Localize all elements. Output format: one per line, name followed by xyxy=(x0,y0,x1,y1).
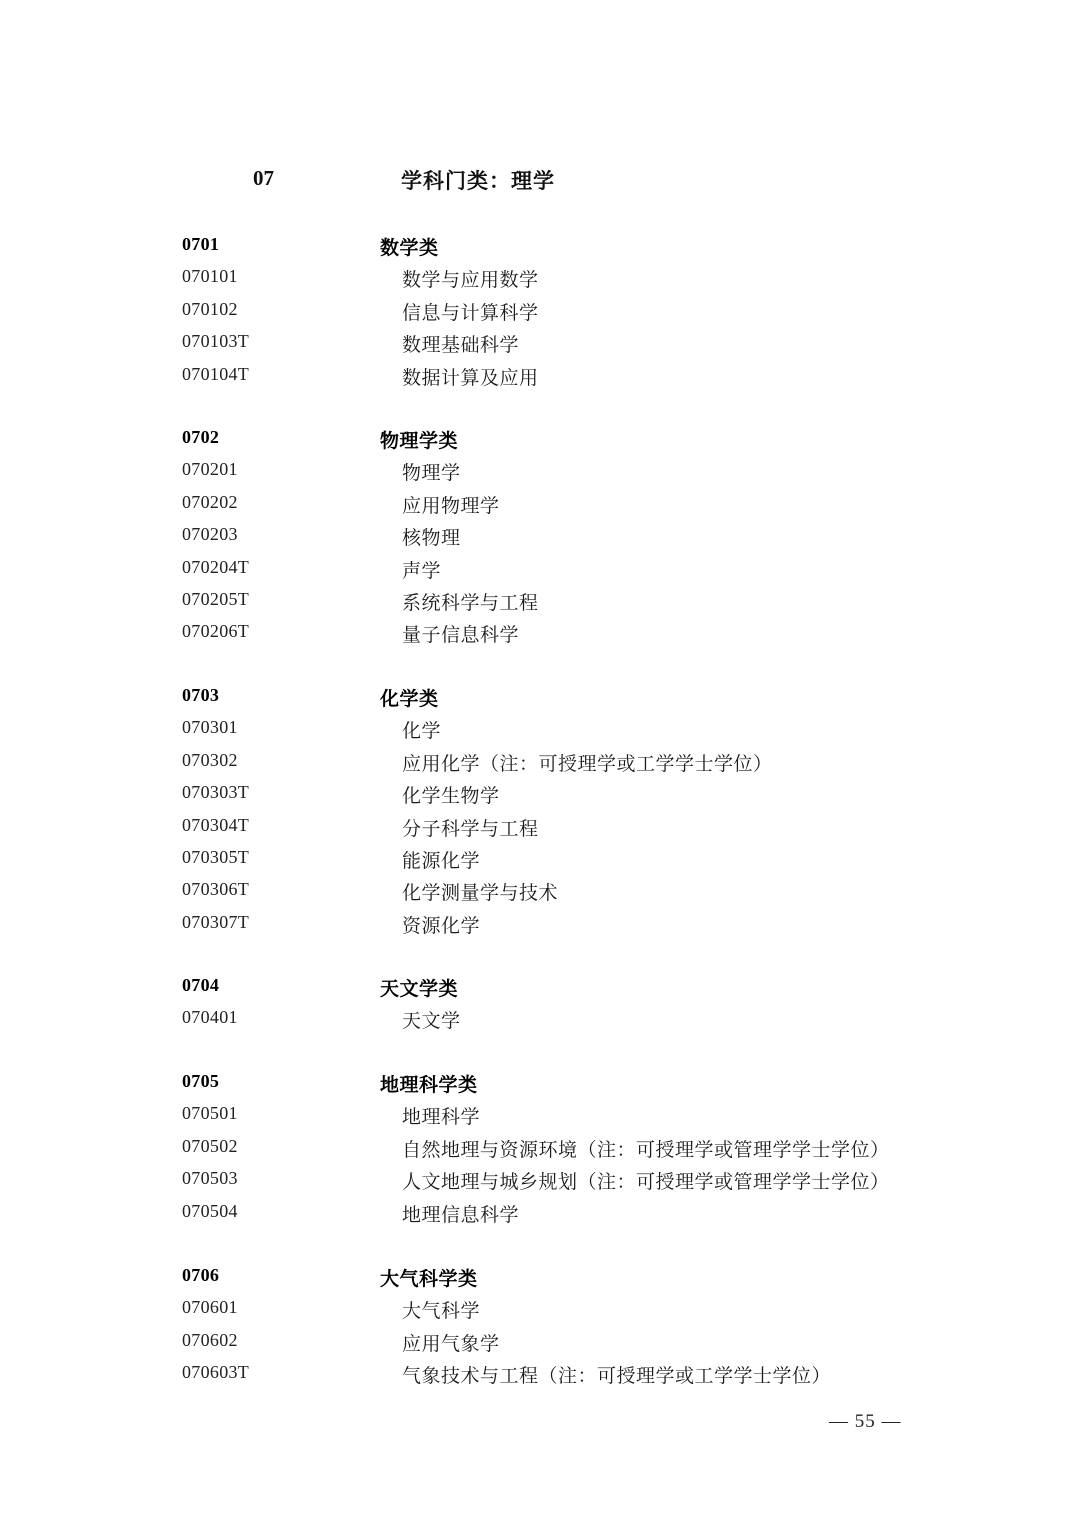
major-name: 物理学 xyxy=(402,462,461,485)
major-code: 070301 xyxy=(182,717,238,738)
group-name: 数学类 xyxy=(380,237,439,259)
major-name: 资源化学 xyxy=(402,914,481,937)
major-code: 070303T xyxy=(182,782,250,803)
major-name: 能源化学 xyxy=(402,849,481,872)
major-row xyxy=(182,1201,942,1233)
major-name: 应用气象学 xyxy=(402,1332,500,1355)
major-code: 070601 xyxy=(182,1297,238,1318)
discipline-title: 学科门类：理学 xyxy=(401,169,555,193)
major-row xyxy=(182,912,942,944)
major-name: 数理基础科学 xyxy=(402,334,520,357)
major-code: 070205T xyxy=(182,588,250,609)
major-row xyxy=(182,1297,942,1329)
group-name: 地理科学类 xyxy=(380,1074,478,1096)
group-header xyxy=(182,685,942,717)
major-name: 应用化学（注：可授理学或工学学士学位） xyxy=(402,752,773,775)
major-name: 声学 xyxy=(402,559,442,582)
major-code: 070503 xyxy=(182,1168,238,1189)
group-header xyxy=(182,427,942,459)
major-name: 量子信息科学 xyxy=(402,624,520,647)
group-name: 天文学类 xyxy=(380,978,459,1000)
major-row xyxy=(182,1362,942,1394)
major-row xyxy=(182,1168,942,1200)
major-code: 070203 xyxy=(182,524,238,545)
group-header xyxy=(182,1071,942,1103)
major-group-0706 xyxy=(182,1265,942,1395)
major-name: 分子科学与工程 xyxy=(402,817,539,840)
major-code: 070206T xyxy=(182,621,250,642)
major-row xyxy=(182,331,942,363)
major-row xyxy=(182,364,942,396)
major-code: 070501 xyxy=(182,1103,238,1124)
major-code: 070102 xyxy=(182,298,238,319)
major-name: 信息与计算科学 xyxy=(402,301,539,324)
major-code: 070306T xyxy=(182,879,250,900)
major-group-0701 xyxy=(182,234,942,396)
major-code: 070204T xyxy=(182,556,250,577)
major-name: 应用物理学 xyxy=(402,494,500,517)
major-row xyxy=(182,459,942,491)
group-name: 物理学类 xyxy=(380,430,459,452)
major-group-0702 xyxy=(182,427,942,654)
discipline-code: 07 xyxy=(253,166,274,190)
major-code: 070101 xyxy=(182,266,238,287)
major-row xyxy=(182,299,942,331)
group-code: 0703 xyxy=(182,685,220,705)
page-number: — 55 — xyxy=(829,1411,902,1432)
major-name: 天文学 xyxy=(402,1010,461,1033)
group-name: 化学类 xyxy=(380,688,439,710)
major-name: 数据计算及应用 xyxy=(402,366,539,389)
major-row xyxy=(182,782,942,814)
major-code: 070504 xyxy=(182,1200,238,1221)
major-row xyxy=(182,557,942,589)
major-code: 070305T xyxy=(182,846,250,867)
major-name: 化学生物学 xyxy=(402,785,500,808)
major-row xyxy=(182,1007,942,1039)
major-row xyxy=(182,847,942,879)
major-name: 大气科学 xyxy=(402,1300,481,1323)
major-name: 人文地理与城乡规划（注：可授理学或管理学学士学位） xyxy=(402,1171,890,1194)
major-row xyxy=(182,524,942,556)
major-code: 070304T xyxy=(182,814,250,835)
major-row xyxy=(182,1103,942,1135)
major-code: 070201 xyxy=(182,459,238,480)
group-code: 0704 xyxy=(182,975,220,995)
group-code: 0702 xyxy=(182,427,220,447)
major-row xyxy=(182,815,942,847)
group-code: 0705 xyxy=(182,1071,220,1091)
major-name: 化学测量学与技术 xyxy=(402,882,559,905)
group-header xyxy=(182,975,942,1007)
major-group-0703 xyxy=(182,685,942,944)
major-code: 070401 xyxy=(182,1007,238,1028)
major-row xyxy=(182,1136,942,1168)
group-code: 0701 xyxy=(182,234,220,254)
major-name: 地理信息科学 xyxy=(402,1203,520,1226)
major-code: 070104T xyxy=(182,363,250,384)
major-row xyxy=(182,1330,942,1362)
major-group-0704 xyxy=(182,975,942,1040)
major-row xyxy=(182,879,942,911)
major-row xyxy=(182,266,942,298)
major-name: 气象技术与工程（注：可授理学或工学学士学位） xyxy=(402,1365,832,1388)
major-row xyxy=(182,589,942,621)
group-header xyxy=(182,1265,942,1297)
major-code: 070202 xyxy=(182,491,238,512)
major-group-0705 xyxy=(182,1071,942,1233)
major-name: 自然地理与资源环境（注：可授理学或管理学学士学位） xyxy=(402,1138,890,1161)
major-row xyxy=(182,750,942,782)
major-code: 070103T xyxy=(182,331,250,352)
major-name: 化学 xyxy=(402,720,442,743)
major-code: 070502 xyxy=(182,1135,238,1156)
group-code: 0706 xyxy=(182,1265,220,1285)
major-code: 070602 xyxy=(182,1329,238,1350)
major-name: 系统科学与工程 xyxy=(402,591,539,614)
major-name: 核物理 xyxy=(402,527,461,550)
major-code: 070307T xyxy=(182,911,250,932)
major-row xyxy=(182,717,942,749)
group-name: 大气科学类 xyxy=(380,1268,478,1290)
major-row xyxy=(182,492,942,524)
group-header xyxy=(182,234,942,266)
major-name: 地理科学 xyxy=(402,1106,481,1129)
major-row xyxy=(182,621,942,653)
major-name: 数学与应用数学 xyxy=(402,269,539,292)
major-code: 070302 xyxy=(182,749,238,770)
major-code: 070603T xyxy=(182,1362,250,1383)
